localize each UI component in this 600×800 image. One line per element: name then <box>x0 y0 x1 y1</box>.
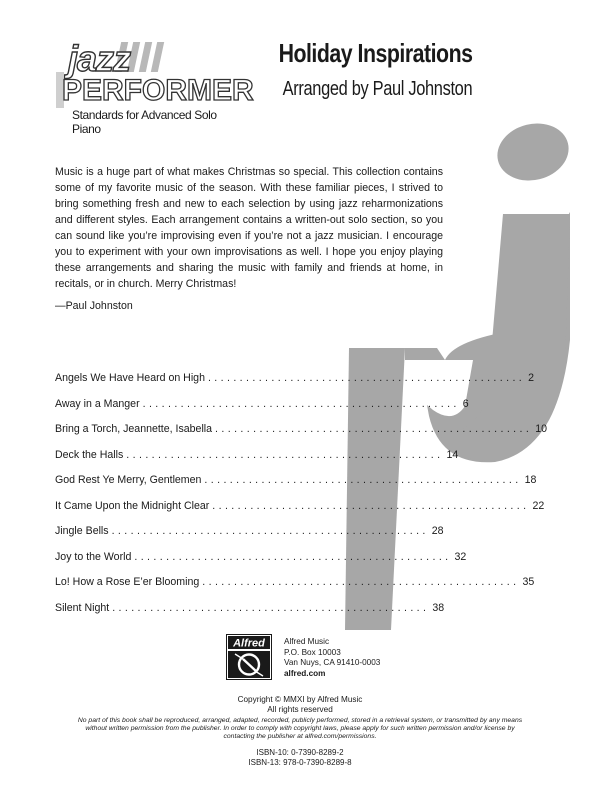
toc-leader-dots: .................................................. <box>212 499 530 512</box>
toc-title: Lo! How a Rose E’er Blooming <box>55 576 200 588</box>
publisher-name: Alfred Music <box>284 637 330 646</box>
toc-leader-dots: .................................................. <box>142 397 460 410</box>
toc-title: Joy to the World <box>55 550 132 563</box>
toc-page: 28 <box>431 525 444 537</box>
toc-title: Bring a Torch, Jeannette, Isabella <box>55 423 213 435</box>
toc-title: Away in a Manger <box>55 397 140 410</box>
toc-page: 18 <box>524 474 537 486</box>
publisher-url: alfred.com <box>284 668 326 678</box>
copyright-line: Copyright © MMXI by Alfred Music <box>237 695 363 704</box>
toc-page: 32 <box>454 550 467 563</box>
toc-page: 38 <box>432 601 445 614</box>
logo-subtitle: Standards for Advanced Solo Piano <box>72 108 217 136</box>
alfred-logo-text: Alfred <box>233 637 265 650</box>
toc-page: 10 <box>535 423 548 435</box>
toc-row <box>55 525 444 551</box>
toc-row <box>55 372 535 398</box>
toc-row <box>55 397 469 424</box>
series-logo <box>56 38 254 136</box>
toc-leader-dots: .................................................. <box>207 372 526 384</box>
toc-title: It Came Upon the Midnight Clear <box>55 499 210 512</box>
toc-row <box>55 550 467 577</box>
toc-leader-dots: .................................................. <box>202 576 520 588</box>
copyright-notice <box>0 695 600 715</box>
book-title: Holiday Inspirations <box>278 38 472 68</box>
alfred-logo <box>226 634 272 680</box>
toc-page: 6 <box>462 397 469 410</box>
logo-word-performer: PERFORMER <box>62 74 254 107</box>
toc-leader-dots: .................................................. <box>134 550 452 563</box>
publisher-address-line2: Van Nuys, CA 91410-0003 <box>284 658 381 667</box>
isbn-10: ISBN-10: 0-7390-8289-2 <box>256 748 344 757</box>
toc-row <box>55 474 537 500</box>
toc-page: 22 <box>532 499 545 512</box>
toc-row <box>55 423 548 449</box>
toc-row <box>55 499 545 526</box>
arranger-credit: Arranged by Paul Johnston <box>282 78 472 100</box>
rights-line: All rights reserved <box>267 705 333 714</box>
isbn-13: ISBN-13: 978-0-7390-8289-8 <box>248 758 352 767</box>
toc-leader-dots: .................................................. <box>126 448 444 461</box>
intro-signature: —Paul Johnston <box>55 300 133 312</box>
toc-title: God Rest Ye Merry, Gentlemen <box>55 474 202 486</box>
toc-leader-dots: .................................................. <box>112 601 430 614</box>
publisher-address-line1: P.O. Box 10003 <box>284 647 341 657</box>
publisher-block <box>226 634 426 682</box>
toc-leader-dots: .................................................. <box>111 525 429 537</box>
toc-title: Jingle Bells <box>55 525 109 537</box>
toc-page: 35 <box>522 576 535 588</box>
logo-word-jazz: jazz <box>68 38 131 79</box>
toc-page: 14 <box>446 448 459 461</box>
legal-notice: No part of this book shall be reproduced, arranged, adapted, recorded, publicly performed, stored in a retrieval system, or transmitted by any means without written permission from the publisher. In order to comply with copyright laws, please apply for such written permission and/or license by contacting the publisher at alfred.com/permissions. <box>77 717 523 740</box>
toc-row <box>55 576 535 602</box>
intro-paragraph: Music is a huge part of what makes Christmas so special. This collection contains some of my favorite music of the season. With these familiar pieces, I strived to bring something fresh and new to each selection by using jazz reharmonizations and different styles. Each arrangement contains a written-out solo section, so you can sound like you’re improvising even if you’re not a jazz musician. I encourage you to experiment with your own improvisations as well. I hope you enjoy playing these arrangements and sharing the music with family and friends at home, in recitals, or in church. Merry Christmas! <box>55 166 443 290</box>
toc-title: Deck the Halls <box>55 448 124 461</box>
toc-title: Angels We Have Heard on High <box>55 372 205 384</box>
toc-row <box>55 448 459 475</box>
toc-row <box>55 601 445 628</box>
toc-page: 2 <box>528 372 535 384</box>
toc-leader-dots: .................................................. <box>215 423 533 435</box>
publisher-address <box>284 637 380 679</box>
isbn-block <box>0 748 600 768</box>
toc-title: Silent Night <box>55 601 110 614</box>
toc-leader-dots: .................................................. <box>204 474 522 486</box>
table-of-contents <box>55 372 548 627</box>
j-dot-shape <box>491 116 574 188</box>
